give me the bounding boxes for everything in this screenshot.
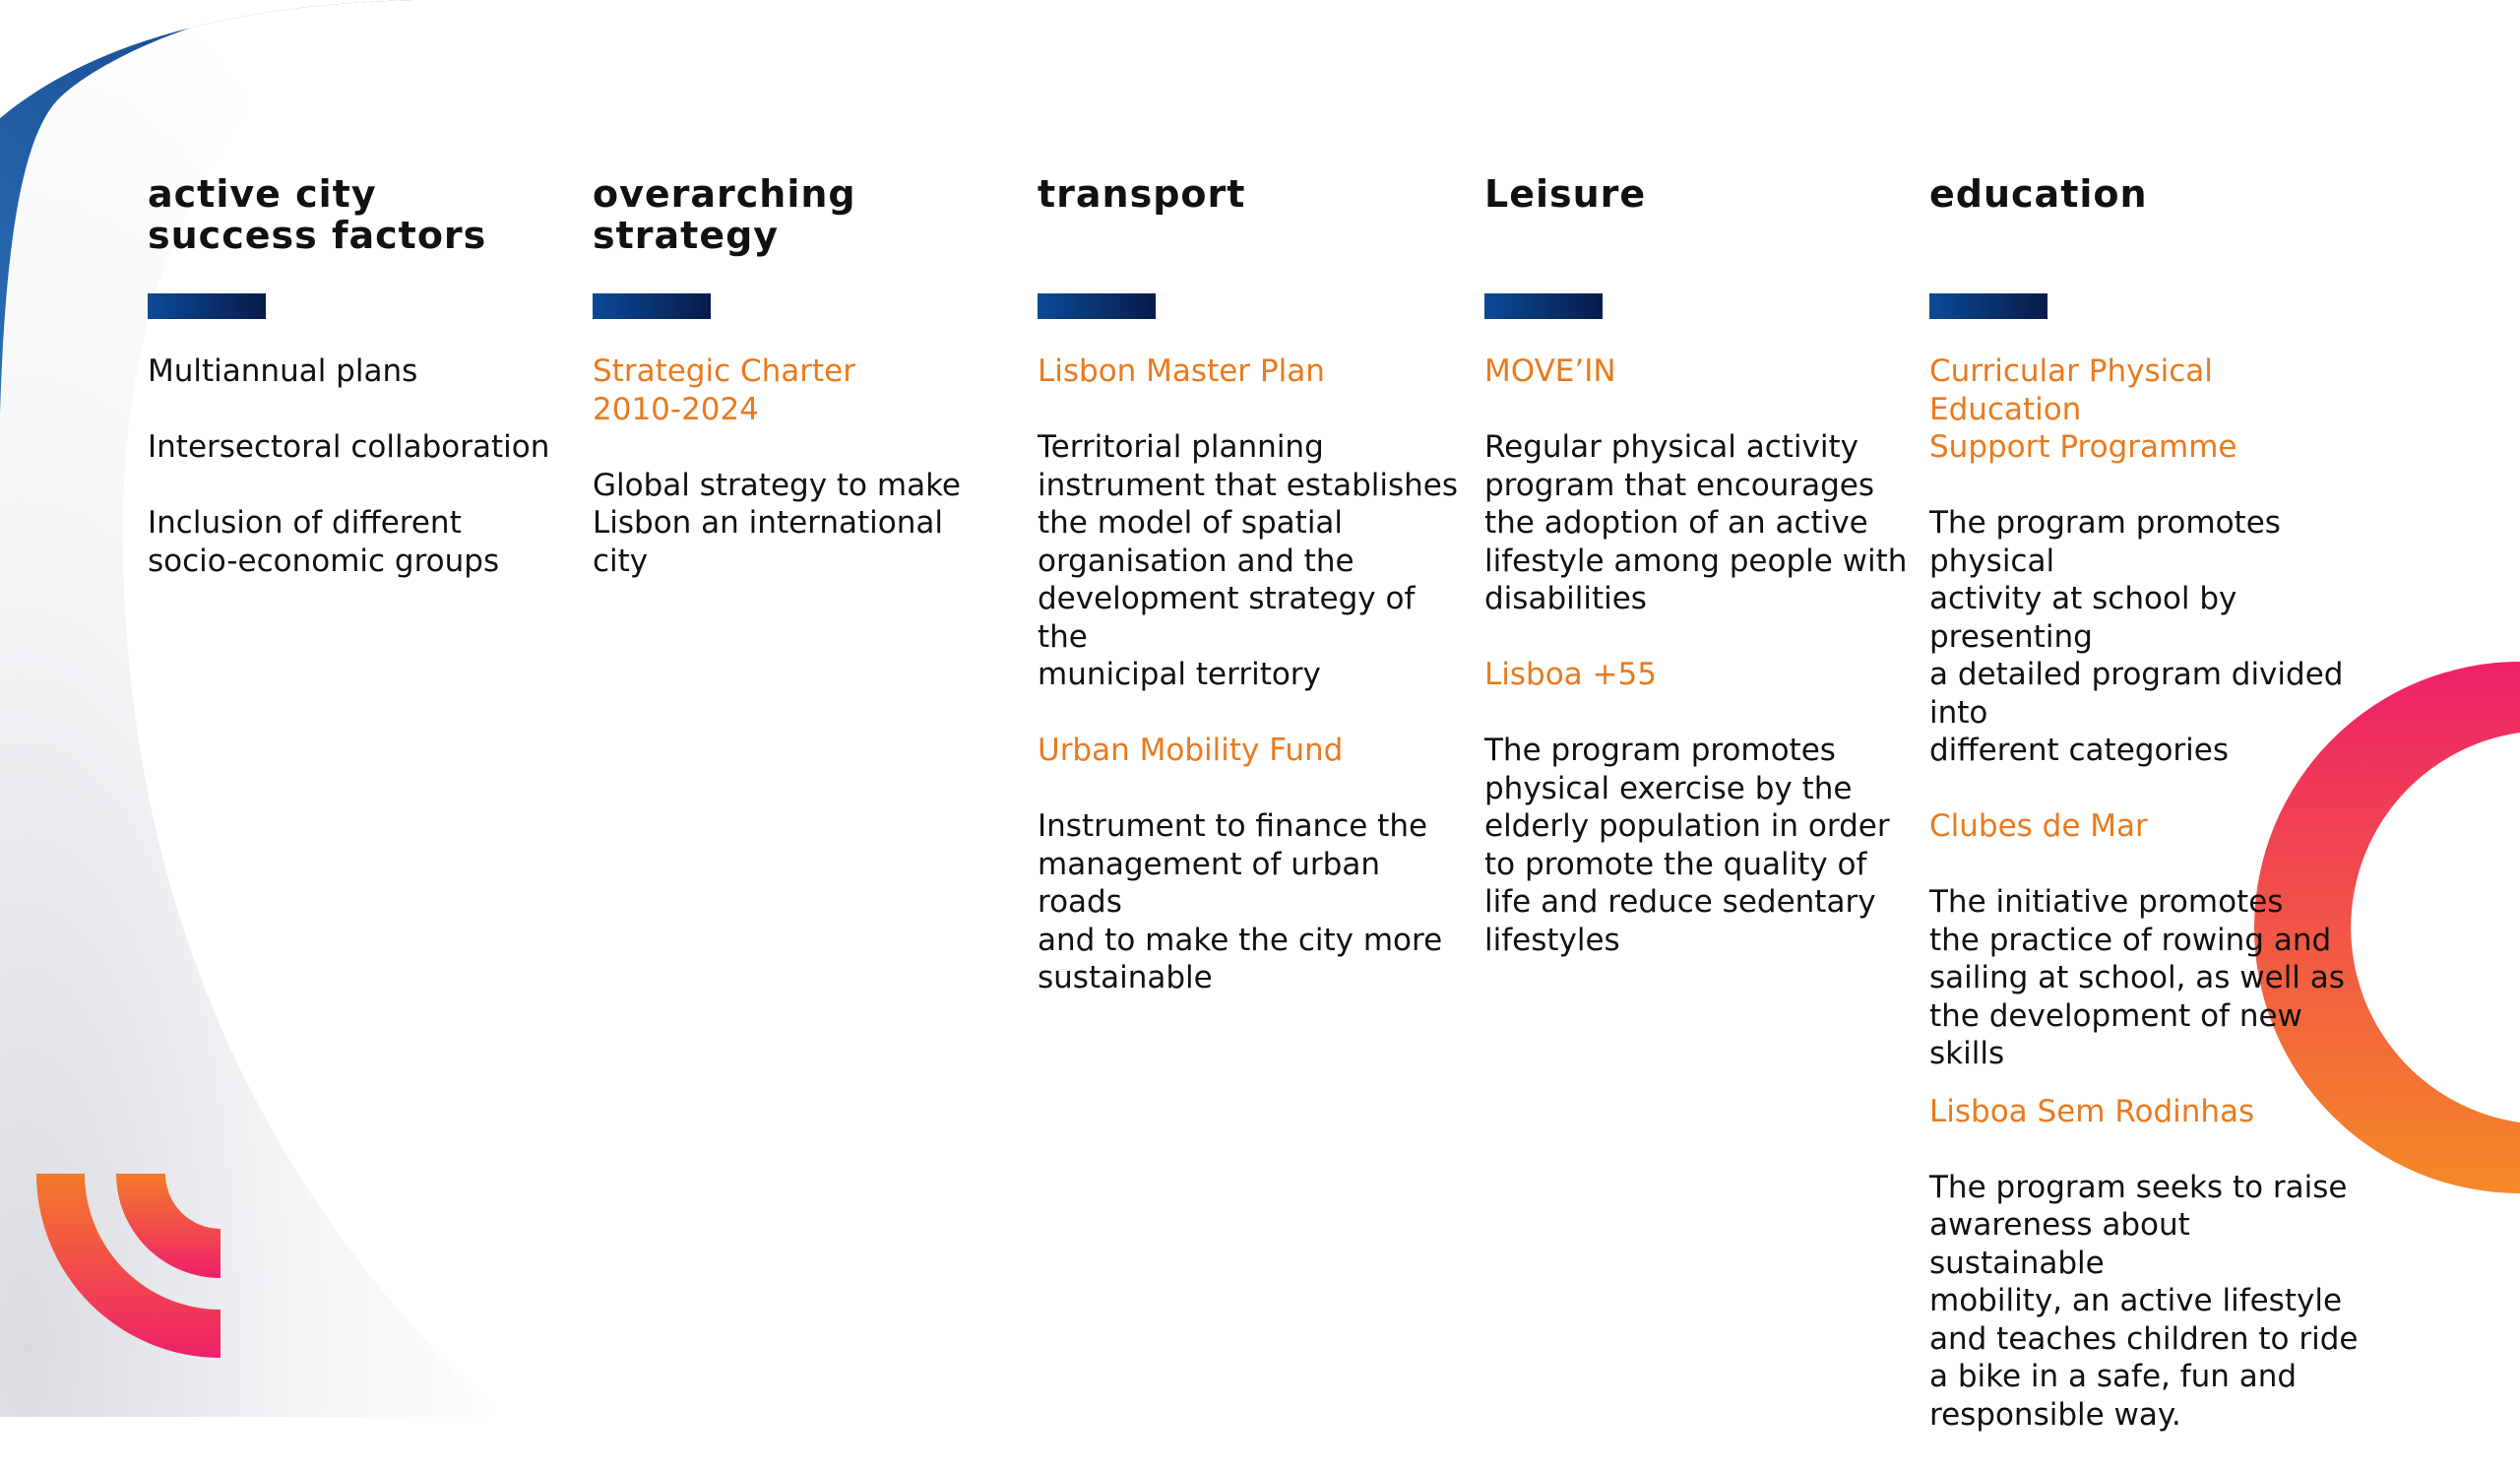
program-description: The program promotes physical exercise by the elderly population in order to promote the quality of life and reduce sedentary lifestyles xyxy=(1484,733,1890,958)
program-description: Regular physical activity program that encourages the adoption of an active lifestyle among people with disabilities xyxy=(1484,429,1908,616)
column-education xyxy=(1929,172,2362,1433)
accent-bar xyxy=(593,293,711,319)
program-description: The program promotes physical activity at school by presenting a detailed program divided into different categories xyxy=(1929,505,2344,768)
column-body xyxy=(593,352,1006,618)
accent-bar xyxy=(1929,293,2048,319)
program-title: Curricular Physical Education Support Programme xyxy=(1929,353,2237,465)
program-title: Clubes de Mar xyxy=(1929,808,2148,844)
program-description: Territorial planning instrument that establishes the model of spatial organisation and the development strategy of the municipal territory xyxy=(1038,429,1458,692)
column-heading: active city success factors xyxy=(148,172,487,257)
column-overarching-strategy xyxy=(593,172,1006,579)
program-description: Global strategy to make Lisbon an international city xyxy=(593,467,961,579)
program-description: Instrument to finance the management of urban roads and to make the city more sustainable xyxy=(1038,808,1443,995)
program-description: Intersectoral collaboration xyxy=(148,429,550,465)
program-description: Inclusion of different socio-economic groups xyxy=(148,505,500,579)
column-heading: Leisure xyxy=(1484,172,1647,216)
column-body xyxy=(1038,352,1461,1035)
program-title: Urban Mobility Fund xyxy=(1038,733,1344,768)
accent-bar xyxy=(1038,293,1156,319)
column-body xyxy=(1484,352,1907,997)
column-body xyxy=(1929,352,2362,1472)
column-leisure xyxy=(1484,172,1908,958)
accent-bar xyxy=(1484,293,1603,319)
column-body xyxy=(148,352,549,618)
accent-bar xyxy=(148,293,266,319)
program-title: MOVE’IN xyxy=(1484,353,1616,389)
program-description: The initiative promotes the practice of rowing and sailing at school, as well as the development of new skills xyxy=(1929,884,2345,1071)
program-description: The program seeks to raise awareness about sustainable mobility, an active lifestyle and teaches children to ride a bike in a safe, fun and responsible way. xyxy=(1929,1169,2359,1433)
program-title: Lisbon Master Plan xyxy=(1038,353,1325,389)
column-success-factors xyxy=(148,172,561,579)
program-title: Lisboa Sem Rodinhas xyxy=(1929,1093,2255,1129)
program-title: Strategic Charter 2010-2024 xyxy=(593,353,855,427)
program-description: Multiannual plans xyxy=(148,353,418,389)
column-heading: transport xyxy=(1038,172,1246,216)
program-title: Lisboa +55 xyxy=(1484,657,1657,692)
column-transport xyxy=(1038,172,1461,995)
column-heading: education xyxy=(1929,172,2148,216)
column-heading: overarching strategy xyxy=(593,172,856,257)
